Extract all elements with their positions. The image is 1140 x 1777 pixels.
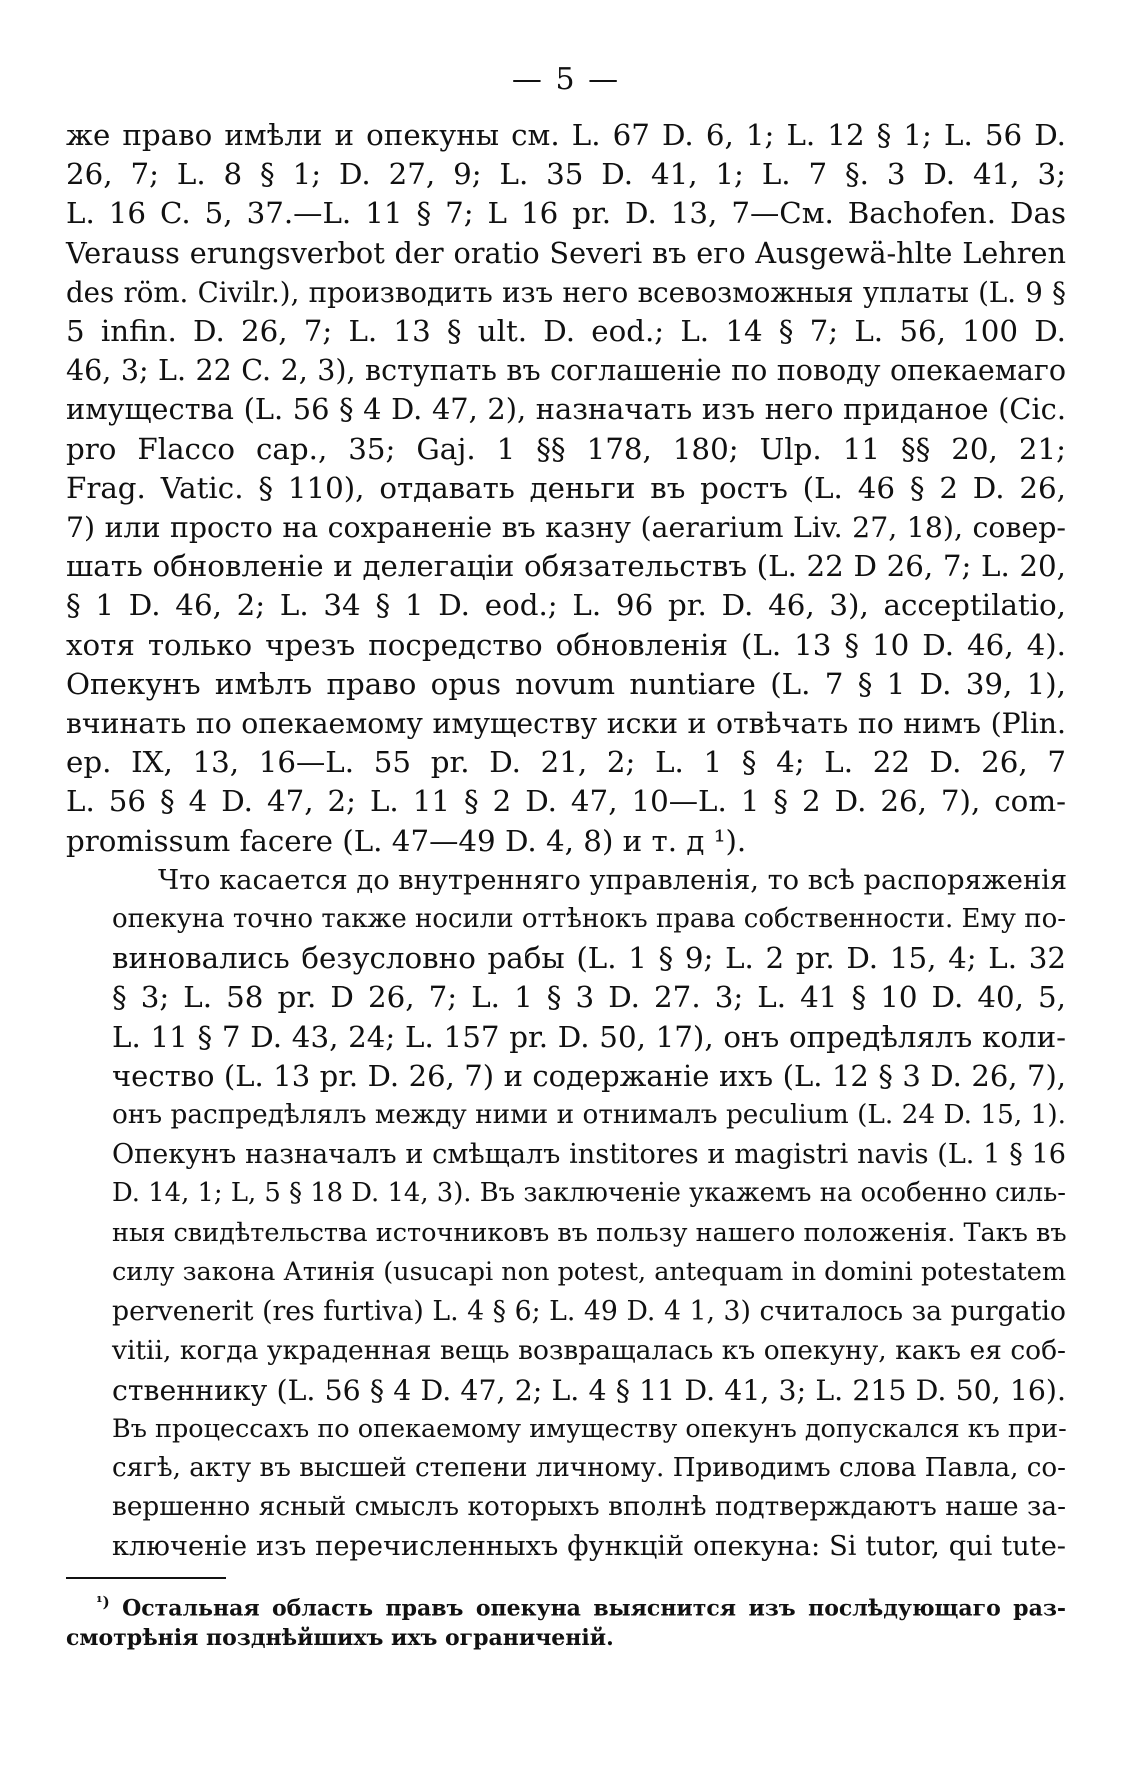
text-line: вершенно ясный смыслъ которыхъ вполнѣ подтверждаютъ наше за- [112, 1492, 1066, 1523]
text-line: шать обновленіе и делегаціи обязательствъ (L. 22 D 26, 7; L. 20, [66, 549, 1066, 584]
footnote [66, 1587, 1066, 1653]
footnote-text: Остальная область правъ опекуна выяснится изъ послѣдующаго раз- [122, 1594, 1066, 1621]
text-line: Verauss erungsverbot der oratio Severi въ его Ausgewä-hlte Lehren [66, 235, 1066, 270]
text-line: хотя только чрезъ посредство обновленія (L. 13 § 10 D. 46, 4). [66, 627, 1066, 662]
text-line: чество (L. 13 pr. D. 26, 7) и содержаніе ихъ (L. 12 § 3 D. 26, 7), [112, 1058, 1066, 1093]
text-line: ныя свидѣтельства источниковъ въ пользу нашего положенія. Такъ въ [112, 1217, 1067, 1248]
text-line: § 1 D. 46, 2; L. 34 § 1 D. eod.; L. 96 pr. D. 46, 3), acceptilatio, [66, 588, 1066, 623]
body-text [66, 116, 1066, 1567]
text-line: сягѣ, акту въ высшей степени личному. Приводимъ слова Павла, со- [112, 1452, 1066, 1483]
text-line: 46, 3; L. 22 C. 2, 3), вступать въ соглашеніе по поводу опекаемаго [66, 354, 1066, 388]
text-line: же право имѣли и опекуны см. L. 67 D. 6, 1; L. 12 § 1; L. 56 D. [66, 118, 1066, 152]
document-page [66, 60, 1066, 1653]
text-line: D. 14, 1; L, 5 § 18 D. 14, 3). Въ заключеніе укажемъ на особенно силь- [112, 1178, 1066, 1209]
text-line: Что касается до внутренняго управленія, то всѣ распоряженія [158, 864, 1068, 896]
text-line: ep. IX, 13, 16—L. 55 pr. D. 21, 2; L. 1 § 4; L. 22 D. 26, 7 [66, 745, 1066, 780]
footnote-line [66, 1587, 1066, 1623]
text-line: 26, 7; L. 8 § 1; D. 27, 9; L. 35 D. 41, 1; L. 7 §. 3 D. 41, 3; [66, 157, 1066, 192]
text-line: вчинать по опекаемому имуществу иски и отвѣчать по нимъ (Plin. [66, 707, 1066, 741]
text-line: силу закона Атинія (usucapi non potest, antequam in domini potestatem [112, 1256, 1067, 1287]
text-line: ственнику (L. 56 § 4 D. 47, 2; L. 4 § 11 D. 41, 3; L. 215 D. 50, 16). [112, 1373, 1066, 1407]
footnote-mark: ¹) [96, 1592, 110, 1611]
text-line: 7) или просто на сохраненіе въ казну (aerarium Liv. 27, 18), совер- [66, 511, 1066, 545]
text-line: 5 infin. D. 26, 7; L. 13 § ult. D. eod.; L. 14 § 7; L. 56, 100 D. [66, 314, 1066, 349]
footnote-divider [66, 1577, 226, 1579]
page-number: — 5 — [511, 62, 621, 97]
footnote-line: смотрѣнія позднѣйшихъ ихъ ограниченій. [66, 1624, 614, 1651]
text-line: L. 16 C. 5, 37.—L. 11 § 7; L 16 pr. D. 13, 7—См. Bachofen. Das [66, 196, 1066, 231]
text-line: vitii, когда украденная вещь возвращалась къ опекуну, какъ ея соб- [112, 1335, 1066, 1367]
text-line: ключеніе изъ перечисленныхъ функцій опекуна: Si tutor, qui tute- [112, 1531, 1066, 1563]
text-line: pro Flacco cap., 35; Gaj. 1 §§ 178, 180; Ulp. 11 §§ 20, 21; [66, 431, 1066, 466]
text-line: Frag. Vatic. § 110), отдавать деньги въ ростъ (L. 46 § 2 D. 26, [66, 470, 1066, 505]
text-line: опекуна точно также носили оттѣнокъ права собственности. Ему по- [112, 904, 1066, 935]
text-line: L. 11 § 7 D. 43, 24; L. 157 pr. D. 50, 17), онъ опредѣлялъ коли- [112, 1019, 1066, 1054]
text-line: pervenerit (res furtiva) L. 4 § 6; L. 49 D. 4 1, 3) считалось за purgatio [112, 1296, 1066, 1328]
paragraph-2 [66, 861, 1066, 1567]
text-line: имущества (L. 56 § 4 D. 47, 2), назначать изъ него приданое (Cic. [66, 392, 1066, 427]
text-line: онъ распредѣлялъ между ними и отнималъ peculium (L. 24 D. 15, 1). [112, 1100, 1066, 1131]
text-line: виновались безусловно рабы (L. 1 § 9; L. 2 pr. D. 15, 4; L. 32 [112, 941, 1066, 976]
text-line: Опекунъ имѣлъ право opus novum nuntiare (L. 7 § 1 D. 39, 1), [66, 666, 1066, 701]
text-line: Опекунъ назначалъ и смѣщалъ institores и magistri navis (L. 1 § 16 [112, 1139, 1066, 1171]
paragraph-1 [66, 116, 1066, 861]
text-line: § 3; L. 58 pr. D 26, 7; L. 1 § 3 D. 27. 3; L. 41 § 10 D. 40, 5, [112, 980, 1066, 1015]
text-line: des röm. Civilr.), производить изъ него всевозможныя уплаты (L. 9 § [66, 275, 1066, 309]
text-line: promissum facere (L. 47—49 D. 4, 8) и т. д ¹). [66, 823, 747, 858]
text-line: Въ процессахъ по опекаемому имуществу опекунъ допускался къ при- [112, 1413, 1067, 1444]
text-line: L. 56 § 4 D. 47, 2; L. 11 § 2 D. 47, 10—L. 1 § 2 D. 26, 7), com- [66, 784, 1066, 819]
